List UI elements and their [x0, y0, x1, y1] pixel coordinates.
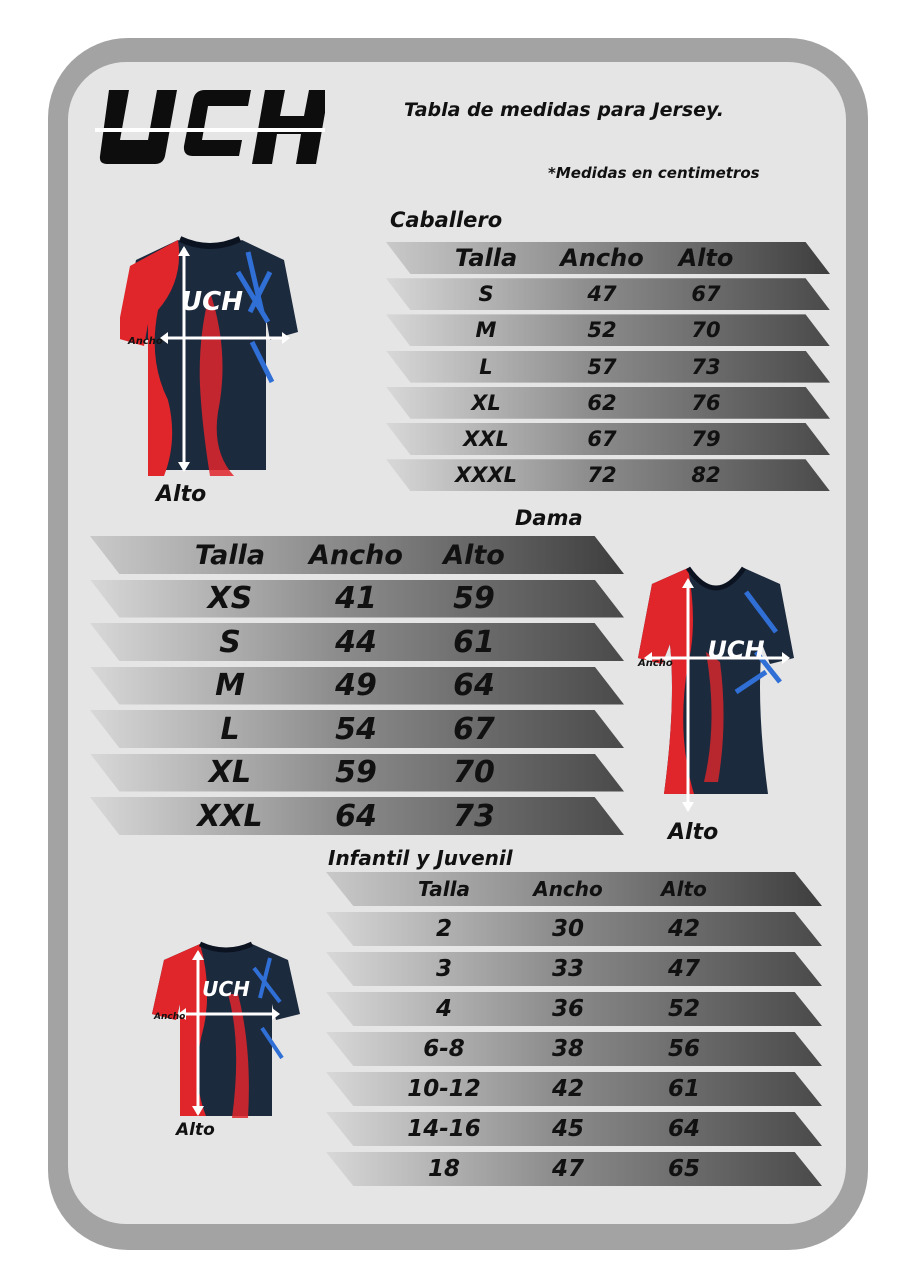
header-alto: Alto [661, 877, 707, 901]
cell-alto: 73 [453, 798, 495, 834]
cell-alto: 47 [667, 956, 700, 982]
cell-alto: 64 [453, 668, 495, 703]
dama-header-row [90, 536, 624, 574]
header-ancho: Ancho [560, 244, 644, 272]
cell-ancho: 54 [335, 711, 377, 747]
infantil-header-row [326, 872, 822, 906]
cell-alto: 70 [453, 755, 495, 790]
women-width-label: Ancho [638, 658, 673, 669]
header-talla: Talla [454, 244, 518, 272]
cell-alto: 61 [667, 1076, 700, 1102]
infantil-row [326, 992, 822, 1026]
cell-ancho: 57 [587, 354, 617, 379]
caballero-row [386, 459, 830, 491]
caballero-row [386, 351, 830, 383]
cell-talla: XS [207, 581, 253, 616]
women-jersey-illustration [636, 562, 796, 820]
men-width-label: Ancho [128, 336, 163, 347]
cell-talla: M [215, 668, 245, 703]
units-note: *Medidas en centimetros [548, 164, 760, 182]
cell-ancho: 67 [587, 427, 617, 451]
header-alto: Alto [443, 539, 505, 571]
cell-talla: 10-12 [407, 1076, 481, 1102]
cell-alto: 56 [667, 1036, 700, 1062]
infantil-row [326, 952, 822, 986]
cell-talla: XXL [197, 798, 263, 834]
cell-alto: 73 [691, 354, 721, 379]
cell-ancho: 52 [587, 318, 617, 343]
cell-ancho: 33 [551, 956, 584, 982]
cell-ancho: 72 [587, 463, 617, 488]
header-talla: Talla [194, 539, 266, 571]
cell-ancho: 44 [335, 624, 377, 660]
caballero-header-row [386, 242, 830, 274]
uch-logo [95, 88, 325, 168]
men-height-label: Alto [156, 482, 207, 507]
kids-jersey-illustration [150, 938, 302, 1122]
cell-talla: M [475, 318, 497, 343]
cell-ancho: 47 [587, 282, 617, 307]
cell-ancho: 45 [551, 1116, 584, 1142]
cell-alto: 76 [691, 390, 721, 415]
cell-ancho: 41 [335, 581, 377, 616]
header-talla: Talla [418, 877, 470, 901]
cell-alto: 67 [453, 711, 495, 747]
infantil-row [326, 1032, 822, 1066]
kids-height-label: Alto [176, 1120, 215, 1140]
men-jersey-illustration [120, 232, 300, 482]
cell-ancho: 42 [551, 1076, 584, 1102]
infantil-row [326, 1072, 822, 1106]
dama-row [90, 710, 624, 748]
cell-ancho: 47 [551, 1156, 584, 1182]
dama-row [90, 797, 624, 835]
cell-talla: L [479, 354, 493, 379]
dama-row [90, 667, 624, 705]
infantil-row [326, 912, 822, 946]
dama-row [90, 580, 624, 618]
cell-talla: 18 [427, 1156, 460, 1182]
women-jersey-print: UCH [707, 636, 765, 664]
cell-ancho: 30 [551, 916, 584, 942]
cell-talla: 4 [435, 996, 452, 1022]
cell-alto: 61 [453, 624, 495, 660]
cell-alto: 70 [691, 318, 721, 343]
cell-alto: 52 [667, 996, 700, 1022]
caballero-row [386, 387, 830, 419]
women-height-label: Alto [668, 820, 719, 845]
cell-talla: XXL [463, 427, 509, 451]
dama-row [90, 623, 624, 661]
cell-talla: 6-8 [423, 1036, 465, 1062]
cell-ancho: 62 [587, 390, 617, 415]
cell-alto: 42 [667, 916, 700, 942]
infantil-row [326, 1112, 822, 1146]
cell-talla: S [219, 624, 241, 660]
cell-ancho: 64 [335, 798, 377, 834]
cell-ancho: 59 [335, 755, 377, 790]
kids-jersey-print: UCH [202, 977, 250, 1001]
cell-ancho: 36 [551, 996, 584, 1022]
dama-row [90, 754, 624, 792]
cell-ancho: 38 [551, 1036, 584, 1062]
cell-alto: 82 [691, 463, 721, 488]
section-title-dama: Dama [515, 506, 583, 530]
caballero-row [386, 314, 830, 346]
cell-talla: 3 [435, 956, 452, 982]
infantil-row [326, 1152, 822, 1186]
cell-talla: XL [471, 390, 501, 415]
cell-ancho: 49 [335, 668, 377, 703]
cell-talla: S [478, 282, 494, 307]
caballero-row [386, 278, 830, 310]
header-ancho: Ancho [309, 539, 403, 571]
men-jersey-print: UCH [181, 287, 243, 317]
cell-alto: 67 [691, 282, 721, 307]
section-title-infantil: Infantil y Juvenil [328, 846, 513, 870]
cell-talla: 2 [435, 916, 452, 942]
document-title: Tabla de medidas para Jersey. [404, 99, 724, 121]
section-title-caballero: Caballero [390, 208, 503, 232]
cell-alto: 59 [453, 581, 495, 616]
cell-talla: L [220, 711, 240, 747]
header-ancho: Ancho [533, 877, 603, 901]
cell-alto: 64 [667, 1116, 700, 1142]
cell-alto: 79 [691, 427, 721, 451]
cell-talla: XXXL [455, 463, 517, 488]
kids-width-label: Ancho [154, 1012, 186, 1022]
cell-alto: 65 [667, 1156, 700, 1182]
header-alto: Alto [678, 244, 734, 272]
caballero-row [386, 423, 830, 455]
cell-talla: XL [208, 755, 252, 790]
cell-talla: 14-16 [407, 1116, 481, 1142]
